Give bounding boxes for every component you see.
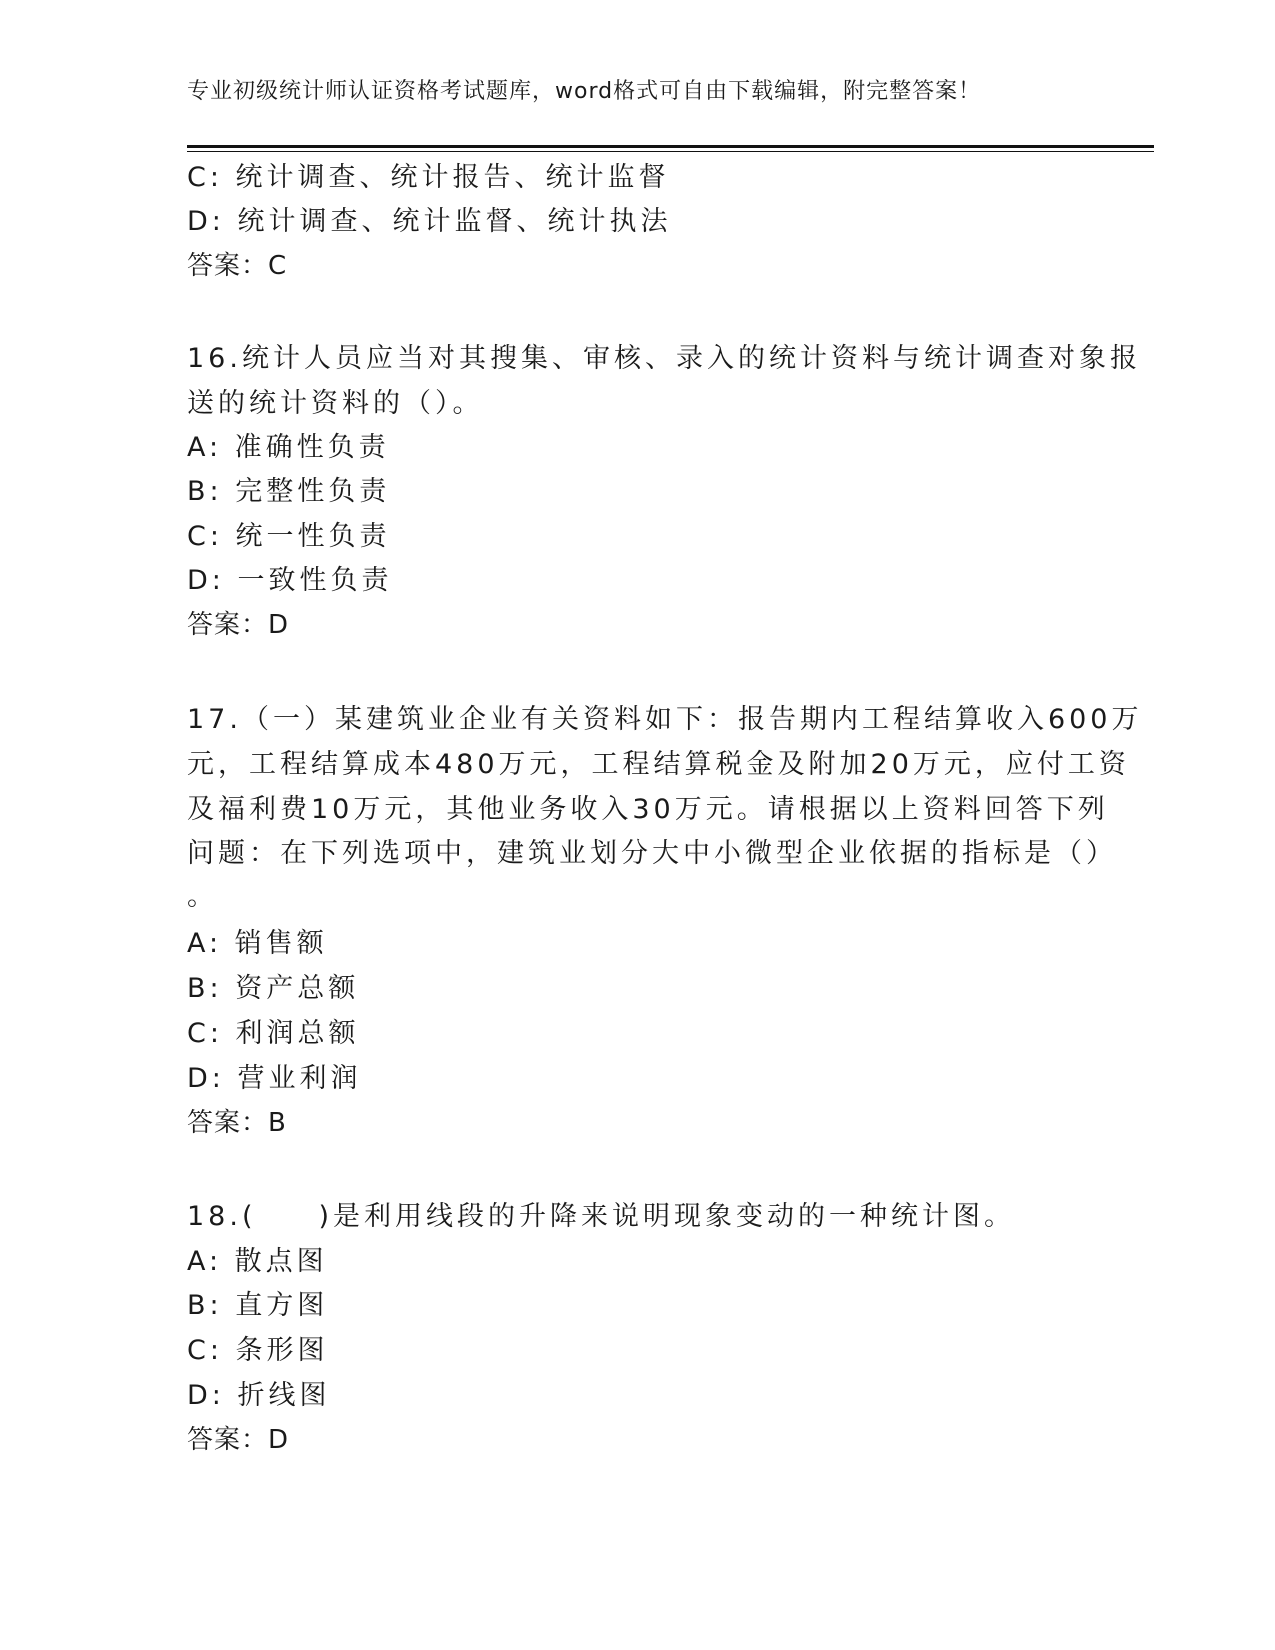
- q15-option-d: D: 统计调查、统计监督、统计执法: [187, 206, 672, 237]
- q16-option-c: C: 统一性负责: [187, 521, 391, 552]
- q18-option-a: A: 散点图: [187, 1246, 328, 1277]
- q16-answer: 答案：D: [187, 610, 290, 640]
- q17-stem-line4: 问题：在下列选项中，建筑业划分大中小微型企业依据的指标是（）: [187, 838, 1117, 869]
- q17-stem-line2: 元，工程结算成本480万元，工程结算税金及附加20万元，应付工资: [187, 749, 1130, 780]
- q17-stem-line3: 及福利费10万元，其他业务收入30万元。请根据以上资料回答下列: [187, 794, 1109, 825]
- q17-answer: 答案：B: [187, 1108, 287, 1138]
- q17-stem-line1: 17.（一）某建筑业企业有关资料如下：报告期内工程结算收入600万: [187, 704, 1143, 735]
- header-rule-thin: [187, 151, 1154, 152]
- q18-answer: 答案：D: [187, 1425, 290, 1455]
- q16-option-a: A: 准确性负责: [187, 432, 390, 463]
- q16-stem-line2: 送的统计资料的（）。: [187, 388, 484, 419]
- q17-option-a: A: 销售额: [187, 928, 328, 959]
- q16-option-b: B: 完整性负责: [187, 476, 391, 507]
- q18-option-c: C: 条形图: [187, 1335, 329, 1366]
- page-header: 专业初级统计师认证资格考试题库，word格式可自由下载编辑，附完整答案！: [187, 79, 982, 104]
- header-rule-thick: [187, 145, 1154, 148]
- q15-answer: 答案：C: [187, 251, 288, 281]
- q18-stem-line1: 18.( )是利用线段的升降来说明现象变动的一种统计图。: [187, 1201, 1016, 1232]
- q17-option-c: C: 利润总额: [187, 1018, 360, 1049]
- q18-option-d: D: 折线图: [187, 1380, 331, 1411]
- q16-stem-line1: 16.统计人员应当对其搜集、审核、录入的统计资料与统计调查对象报: [187, 343, 1141, 374]
- q17-option-d: D: 营业利润: [187, 1063, 362, 1094]
- q16-option-d: D: 一致性负责: [187, 565, 393, 596]
- q17-option-b: B: 资产总额: [187, 973, 360, 1004]
- q18-option-b: B: 直方图: [187, 1290, 329, 1321]
- q15-option-c: C: 统计调查、统计报告、统计监督: [187, 162, 670, 193]
- q17-stem-line5: 。: [187, 881, 218, 912]
